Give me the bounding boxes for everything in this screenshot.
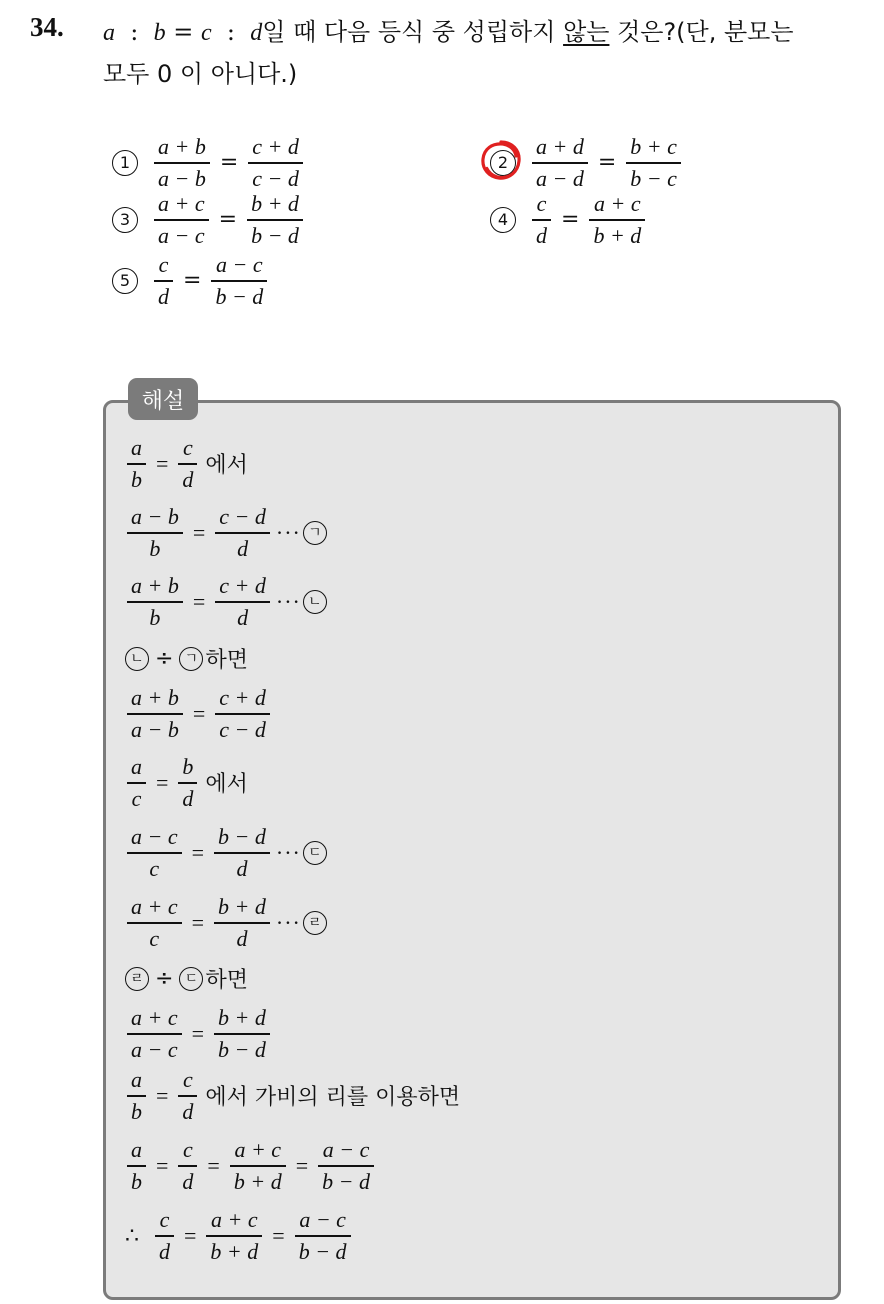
question-line-1: a : b = c : d일 때 다음 등식 중 성립하지 않는 것은?(단, 분모는 — [103, 18, 794, 46]
label-circle: ㄱ — [303, 521, 327, 545]
solution-line-7: $\frac{a - c}{c}$ = $\frac{b - d}{d}$ ··· ㄷ — [125, 822, 327, 884]
option-3[interactable]: 3 $\frac{a + c}{a - c}$ = $\frac{b + d}{b - d}$ — [112, 189, 305, 251]
emphasis-not: 않는 — [563, 18, 610, 46]
option-2[interactable]: 2 $\frac{a + d}{a - d}$ = $\frac{b + c}{b - c}$ — [490, 132, 683, 194]
solution-line-13: ∴ $\frac{c}{d}$ = $\frac{a + c}{b + d}$ = $\frac{a - c}{b - d}$ — [125, 1205, 353, 1267]
solution-line-10: $\frac{a + c}{a - c}$ = $\frac{b + d}{b - d}$ — [125, 1003, 272, 1065]
option-4[interactable]: 4 $\frac{c}{d}$ = $\frac{a + c}{b + d}$ — [490, 189, 647, 251]
explanation-tag: 해설 — [128, 378, 198, 420]
option-number: 3 — [112, 207, 138, 233]
solution-line-8: $\frac{a + c}{c}$ = $\frac{b + d}{d}$ ··· ㄹ — [125, 892, 327, 954]
label-circle: ㄴ — [303, 590, 327, 614]
question-number: 34. — [30, 12, 64, 42]
answer-circle-mark — [479, 138, 523, 182]
solution-line-9: ㄹ ÷ ㄷ 하면 — [125, 963, 248, 994]
question-line-2: 모두 0 이 아니다.) — [103, 60, 298, 88]
solution-line-4: ㄴ ÷ ㄱ 하면 — [125, 643, 248, 674]
option-number: 2 — [490, 150, 516, 176]
solution-line-12: $\frac{a}{b}$ = $\frac{c}{d}$ = $\frac{a + c}{b + d}$ = $\frac{a - c}{b - d}$ — [125, 1135, 376, 1197]
option-1[interactable]: 1 $\frac{a + b}{a - b}$ = $\frac{c + d}{c - d}$ — [112, 132, 305, 194]
option-5[interactable]: 5 $\frac{c}{d}$ = $\frac{a - c}{b - d}$ — [112, 250, 269, 312]
therefore-symbol: ∴ — [125, 1222, 139, 1248]
option-number: 1 — [112, 150, 138, 176]
label-circle: ㄷ — [303, 841, 327, 865]
solution-line-2: $\frac{a - b}{b}$ = $\frac{c - d}{d}$ ··· ㄱ — [125, 502, 327, 564]
solution-line-3: $\frac{a + b}{b}$ = $\frac{c + d}{d}$ ··· ㄴ — [125, 571, 327, 633]
solution-line-6: $\frac{a}{c}$ = $\frac{b}{d}$ 에서 — [125, 752, 248, 814]
option-number: 4 — [490, 207, 516, 233]
solution-line-5: $\frac{a + b}{a - b}$ = $\frac{c + d}{c - d}$ — [125, 683, 272, 745]
solution-line-11: $\frac{a}{b}$ = $\frac{c}{d}$ 에서 가비의 리를 이용하면 — [125, 1065, 460, 1127]
label-circle: ㄹ — [303, 911, 327, 935]
option-number: 5 — [112, 268, 138, 294]
solution-line-1: $\frac{a}{b}$ = $\frac{c}{d}$ 에서 — [125, 433, 248, 495]
